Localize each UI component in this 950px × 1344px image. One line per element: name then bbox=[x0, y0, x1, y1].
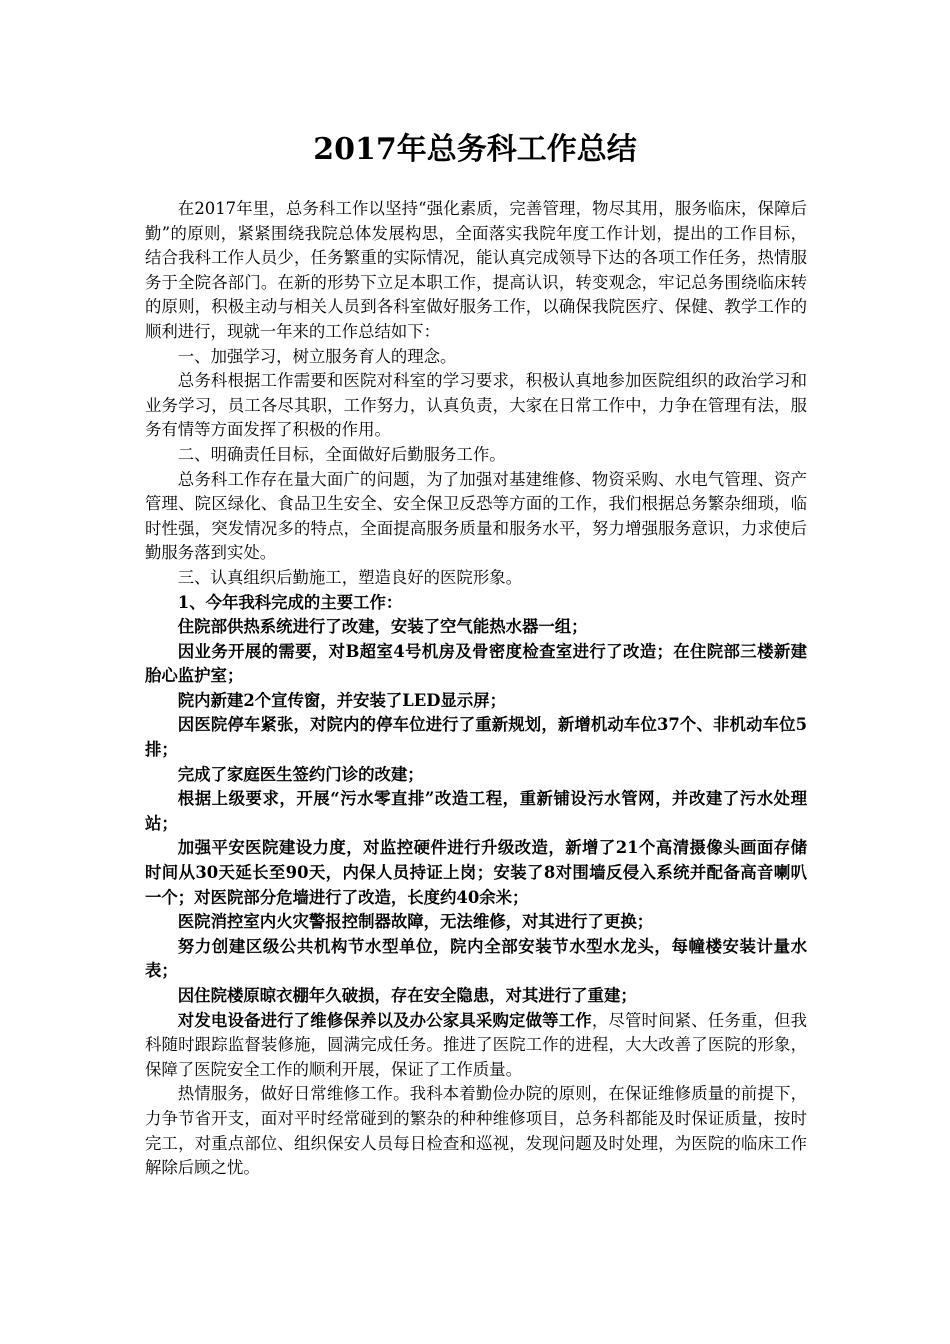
subsection-heading-work-list: 1、今年我科完成的主要工作： bbox=[177, 592, 403, 612]
work-item-fire-alarm: 医院消控室内火灾警报控制器故障，无法维修，对其进行了更换； bbox=[177, 912, 654, 932]
section-heading-1: 一、加强学习，树立服务育人的理念。 bbox=[177, 346, 457, 366]
section-heading-3: 三、认真组织后勤施工，塑造良好的医院形象。 bbox=[177, 567, 522, 587]
paragraph-generator-maintenance bbox=[145, 1009, 807, 1083]
document-title: 2017年总务科工作总结 bbox=[313, 132, 637, 167]
section-heading-2: 二、明确责任目标，全面做好后勤服务工作。 bbox=[177, 444, 506, 464]
paragraph-responsibility: 总务科工作存在量大面广的问题，为了加强对基建维修、物资采购、水电气管理、资产管理、院区绿化、食品卫生安全、安全保卫反恐等方面的工作，我们根据总务繁杂细琐，临时性强，突发情况多的特点，全面提高服务质量和服务水平，努力增强服务意识，力求使后勤服务落到实处。 bbox=[145, 469, 807, 563]
work-item-parking: 因医院停车紧张，对院内的停车位进行了重新规划，新增机动车位37个、非机动车位5排； bbox=[145, 715, 807, 760]
work-item-publicity-window: 院内新建2个宣传窗，并安装了LED显示屏； bbox=[177, 690, 507, 710]
work-item-ultrasound-room: 因业务开展的需要，对B超室4号机房及骨密度检查室进行了改造；在住院部三楼新建胎心监护室； bbox=[145, 641, 807, 686]
work-item-sewage: 根据上级要求，开展“污水零直排”改造工程，重新铺设污水管网，并改建了污水处理站； bbox=[145, 789, 807, 833]
document-body bbox=[145, 197, 807, 1181]
work-item-drying-shed: 因住院楼原晾衣棚年久破损，存在安全隐患，对其进行了重建； bbox=[177, 986, 637, 1005]
paragraph-daily-maintenance: 热情服务，做好日常维修工作。我科本着勤俭办院的原则，在保证维修质量的前提下，力争节省开支，面对平时经常碰到的繁杂的种种维修项目，总务科都能及时保证质量，按时完工，对重点部位、组织保安人员每日检查和巡视，发现问题及时处理，为医院的临床工作解除后顾之忧。 bbox=[145, 1084, 807, 1178]
paragraph-intro: 在2017年里，总务科工作以坚持“强化素质，完善管理，物尽其用，服务临床，保障后勤”的原则，紧紧围绕我院总体发展构思，全面落实我院年度工作计划，提出的工作目标，结合我科工作人员少，任务繁重的实际情况，能认真完成领导下达的各项工作任务，热情服务于全院各部门。在新的形势下立足本职工作，提高认识，转变观念，牢记总务围绕临床转的原则，积极主动与相关人员到各科室做好服务工作，以确保我院医疗、保健、教学工作的顺利进行，现就一年来的工作总结如下： bbox=[145, 199, 807, 341]
paragraph-study: 总务科根据工作需要和医院对科室的学习要求，积极认真地参加医院组织的政治学习和业务学习，员工各尽其职，工作努力，认真负责，大家在日常工作中，力争在管理有法，服务有情等方面发挥了积极的作用。 bbox=[145, 371, 807, 440]
paragraph-lead-bold: 对发电设备进行了维修保养以及办公家具采购定做等工作 bbox=[177, 1010, 592, 1030]
work-item-water-saving: 努力创建区级公共机构节水型单位，院内全部安装节水型水龙头，每幢楼安装计量水表； bbox=[145, 936, 807, 981]
work-item-security: 加强平安医院建设力度，对监控硬件进行升级改造，新增了21个高清摄像头画面存储时间从30天延长至90天，内保人员持证上岗；安装了8对围墙反侵入系统并配备高音喇叭一个；对医院部分危墙进行了改造，长度约40余米； bbox=[145, 838, 807, 907]
work-item-family-doctor-clinic: 完成了家庭医生签约门诊的改建； bbox=[177, 764, 424, 784]
work-item-heating: 住院部供热系统进行了改建，安装了空气能热水器一组； bbox=[177, 617, 588, 637]
paragraph-continuation: ，尽管时间紧、任务重，但我科随时跟踪监督装修施，圆满完成任务。推进了医院工作的进程，大大改善了医院的形象，保障了医院安全工作的顺利开展，保证了工作质量。 bbox=[145, 1010, 807, 1079]
